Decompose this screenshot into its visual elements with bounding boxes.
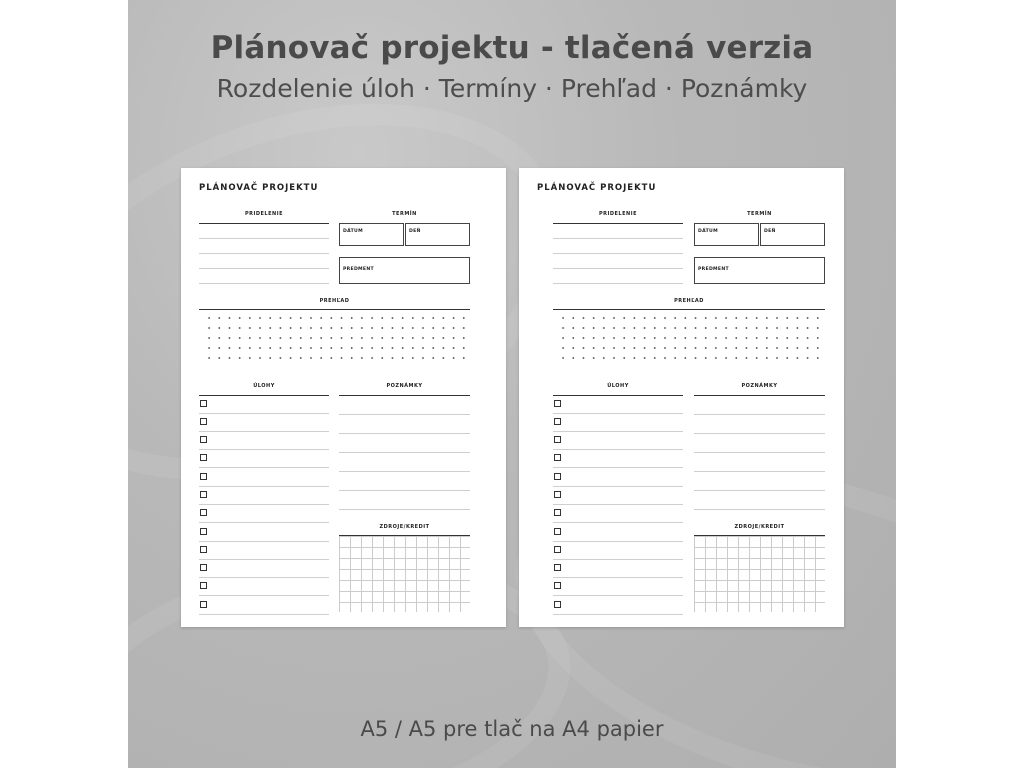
task-checkbox[interactable] <box>554 418 561 425</box>
subject-box <box>694 257 825 284</box>
resources-grid <box>694 536 825 612</box>
task-checkbox[interactable] <box>554 400 561 407</box>
task-checkbox[interactable] <box>200 528 207 535</box>
notes-rule <box>694 395 825 396</box>
notes-line <box>339 452 470 453</box>
overview-heading: PREHĽAD <box>674 298 704 304</box>
assignment-heading: PRIDELENIE <box>244 211 283 217</box>
task-line <box>199 522 329 523</box>
assignment-line <box>553 238 683 239</box>
task-checkbox[interactable] <box>554 546 561 553</box>
date-box <box>339 223 404 246</box>
task-line <box>553 614 683 615</box>
planner-sheet-left <box>181 168 506 627</box>
task-line <box>199 559 329 560</box>
resources-heading: ZDROJE/KREDIT <box>734 524 785 530</box>
tasks-rule <box>553 395 683 396</box>
task-line <box>553 595 683 596</box>
assignment-heading: PRIDELENIE <box>598 211 637 217</box>
task-line <box>199 486 329 487</box>
date-box <box>694 223 759 246</box>
task-line <box>199 614 329 615</box>
page-subtitle: Rozdelenie úloh · Termíny · Prehľad · Poznámky <box>216 74 808 103</box>
task-checkbox[interactable] <box>200 400 207 407</box>
task-checkbox[interactable] <box>554 601 561 608</box>
tasks-rule <box>199 395 329 396</box>
task-checkbox[interactable] <box>554 564 561 571</box>
resources-heading: ZDROJE/KREDIT <box>379 524 430 530</box>
task-checkbox[interactable] <box>554 491 561 498</box>
notes-line <box>339 471 470 472</box>
task-line <box>199 541 329 542</box>
notes-line <box>339 433 470 434</box>
task-line <box>553 577 683 578</box>
background-panel <box>128 0 896 768</box>
task-checkbox[interactable] <box>200 582 207 589</box>
resources-grid <box>339 536 470 612</box>
task-line <box>553 504 683 505</box>
sheet-title: PLÁNOVAČ PROJEKTU <box>199 183 319 193</box>
assignment-rule <box>553 223 683 224</box>
task-checkbox[interactable] <box>554 528 561 535</box>
deadline-heading: TERMÍN <box>392 211 417 217</box>
task-line <box>199 467 329 468</box>
notes-line <box>339 490 470 491</box>
task-line <box>553 559 683 560</box>
task-line <box>553 467 683 468</box>
task-checkbox[interactable] <box>200 601 207 608</box>
task-line <box>553 522 683 523</box>
page-title: Plánovač projektu - tlačená verzia <box>210 30 814 66</box>
notes-heading: POZNÁMKY <box>741 383 778 389</box>
task-checkbox[interactable] <box>200 564 207 571</box>
task-checkbox[interactable] <box>554 454 561 461</box>
notes-line <box>694 471 825 472</box>
planner-sheet-right <box>519 168 844 627</box>
notes-line <box>694 490 825 491</box>
notes-line <box>694 452 825 453</box>
notes-line <box>339 509 470 510</box>
tasks-heading: ÚLOHY <box>607 383 629 389</box>
overview-rule <box>199 309 470 310</box>
overview-dot-grid <box>203 311 467 367</box>
date-label: DÁTUM <box>343 229 363 234</box>
task-checkbox[interactable] <box>200 418 207 425</box>
assignment-line <box>199 238 329 239</box>
task-checkbox[interactable] <box>200 509 207 516</box>
task-line <box>199 413 329 414</box>
deadline-heading: TERMÍN <box>747 211 772 217</box>
day-label: DEŇ <box>764 229 776 234</box>
task-line <box>199 504 329 505</box>
assignment-line <box>199 283 329 284</box>
task-line <box>553 486 683 487</box>
subject-box <box>339 257 470 284</box>
task-line <box>199 595 329 596</box>
task-checkbox[interactable] <box>200 491 207 498</box>
task-checkbox[interactable] <box>200 473 207 480</box>
overview-rule <box>553 309 825 310</box>
sheet-title: PLÁNOVAČ PROJEKTU <box>537 183 657 193</box>
overview-dot-grid <box>557 311 821 367</box>
task-line <box>199 577 329 578</box>
assignment-line <box>199 253 329 254</box>
task-line <box>553 449 683 450</box>
day-label: DEŇ <box>409 229 421 234</box>
task-line <box>553 413 683 414</box>
notes-heading: POZNÁMKY <box>386 383 423 389</box>
task-checkbox[interactable] <box>554 509 561 516</box>
day-box <box>405 223 470 246</box>
task-checkbox[interactable] <box>554 436 561 443</box>
task-line <box>199 431 329 432</box>
task-checkbox[interactable] <box>554 582 561 589</box>
task-checkbox[interactable] <box>200 436 207 443</box>
assignment-line <box>553 268 683 269</box>
task-line <box>553 541 683 542</box>
task-checkbox[interactable] <box>200 546 207 553</box>
notes-rule <box>339 395 470 396</box>
task-checkbox[interactable] <box>554 473 561 480</box>
assignment-line <box>553 253 683 254</box>
assignment-line <box>553 283 683 284</box>
task-line <box>553 431 683 432</box>
format-caption: A5 / A5 pre tlač na A4 papier <box>360 717 664 741</box>
day-box <box>760 223 825 246</box>
assignment-line <box>199 268 329 269</box>
date-label: DÁTUM <box>698 229 718 234</box>
notes-line <box>694 509 825 510</box>
overview-heading: PREHĽAD <box>319 298 350 304</box>
tasks-heading: ÚLOHY <box>253 383 275 389</box>
notes-line <box>339 414 470 415</box>
subject-label: PREDMENT <box>698 267 729 272</box>
assignment-rule <box>199 223 329 224</box>
subject-label: PREDMENT <box>343 267 374 272</box>
task-checkbox[interactable] <box>200 454 207 461</box>
notes-line <box>694 433 825 434</box>
notes-line <box>694 414 825 415</box>
task-line <box>199 449 329 450</box>
